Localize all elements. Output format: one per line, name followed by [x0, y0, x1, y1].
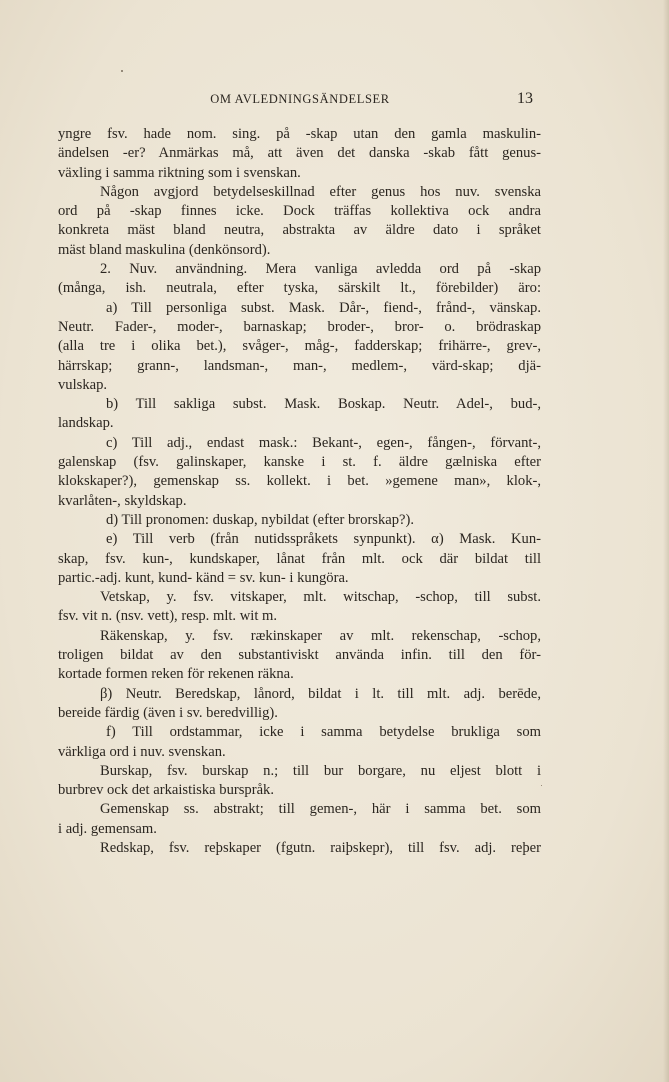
text-line: Vetskap, y. fsv. vitskaper, mlt. witschap, -schop, till subst. — [100, 589, 541, 606]
text-line: troligen bildat av den substantiviskt använda infin. till den för- — [58, 647, 541, 664]
text-line: i adj. gemensam. — [58, 820, 157, 837]
page-edge-shadow — [663, 0, 669, 1082]
text-line: c) Till adj., endast mask.: Bekant-, egen-, fången-, förvant-, — [106, 434, 541, 451]
text-line: β) Neutr. Beredskap, lånord, bildat i lt. till mlt. adj. berēde, — [100, 685, 541, 702]
text-line: (många, ish. neutrala, efter tyska, särskilt lt., förebilder) äro: — [58, 280, 541, 297]
text-line: (alla tre i olika bet.), svåger-, måg-, fadderskap; frihärre-, grev-, — [58, 338, 541, 355]
text-line: Någon avgjord betydelseskillnad efter genus hos nuv. svenska — [100, 183, 541, 200]
text-line: Redskap, fsv. reþskaper (fgutn. raiþskepr), till fsv. adj. reþer — [100, 839, 541, 856]
text-line: e) Till verb (från nutidsspråkets synpunkt). α) Mask. Kun- — [106, 531, 541, 548]
text-line: a) Till personliga subst. Mask. Dår-, fiend-, frånd-, vänskap. — [106, 299, 541, 316]
text-line: burbrev ock det arkaistiska burspråk. — [58, 782, 274, 799]
text-line: partic.-adj. kunt, kund- känd = sv. kun- i kungöra. — [58, 569, 349, 586]
text-line: Burskap, fsv. burskap n.; till bur borgare, nu eljest blott i — [100, 762, 541, 779]
text-line: 2. Nuv. användning. Mera vanliga avledda ord på -skap — [100, 261, 541, 278]
text-line: fsv. vit n. (nsv. vett), resp. mlt. wit m. — [58, 608, 278, 625]
text-line: Räkenskap, y. fsv. rækinskaper av mlt. rekenschap, -schop, — [100, 627, 541, 644]
text-line: vulskap. — [58, 376, 108, 393]
text-line: Gemenskap ss. abstrakt; till gemen-, här i samma bet. som — [100, 801, 541, 818]
page-number: 13 — [517, 90, 533, 107]
text-line: d) Till pronomen: duskap, nybildat (efter brorskap?). — [106, 511, 415, 528]
text-line: b) Till sakliga subst. Mask. Boskap. Neutr. Adel-, bud-, — [106, 396, 541, 413]
print-speck — [541, 785, 542, 786]
text-line: bereide färdig (även i sv. beredvillig). — [58, 704, 278, 721]
body-text — [58, 125, 541, 858]
print-speck — [121, 70, 123, 72]
text-line: yngre fsv. hade nom. sing. på -skap utan den gamla maskulin- — [58, 126, 541, 142]
text-line: härrskap; grann-, landsman-, man-, medlem-, värd-skap; djä- — [58, 357, 541, 374]
text-line: mäst bland maskulina (denkönsord). — [58, 241, 271, 258]
text-line: galenskap (fsv. galinskaper, kanske i st. f. äldre gælniska efter — [58, 454, 541, 471]
text-line: växling i samma riktning som i svenskan. — [58, 164, 301, 181]
text-line: skap, fsv. kun-, kundskaper, lånat från mlt. ock där bildat till — [58, 550, 541, 567]
text-line: landskap. — [58, 415, 114, 432]
running-header: OM AVLEDNINGSÄNDELSER — [210, 92, 390, 106]
text-line: ord på -skap finnes icke. Dock träffas kollektiva ock andra — [58, 203, 541, 220]
text-line: kortade formen reken för rekenen räkna. — [58, 666, 294, 683]
text-line: f) Till ordstammar, icke i samma betydelse brukliga som — [106, 724, 541, 741]
text-line: ändelsen -er? Anmärkas må, att även det danska -skab fått genus- — [58, 145, 541, 162]
text-line: värkliga ord i nuv. svenskan. — [58, 743, 226, 760]
text-line: klokskaper?), gemenskap ss. kollekt. i bet. »gemene man», klok-, — [58, 473, 541, 490]
text-line: Neutr. Fader-, moder-, barnaskap; broder-, bror- o. brödraskap — [58, 318, 541, 335]
text-line: kvarlåten-, skyldskap. — [58, 492, 187, 509]
text-line: konkreta mäst bland neutra, abstrakta av äldre dato i språket — [58, 222, 541, 239]
